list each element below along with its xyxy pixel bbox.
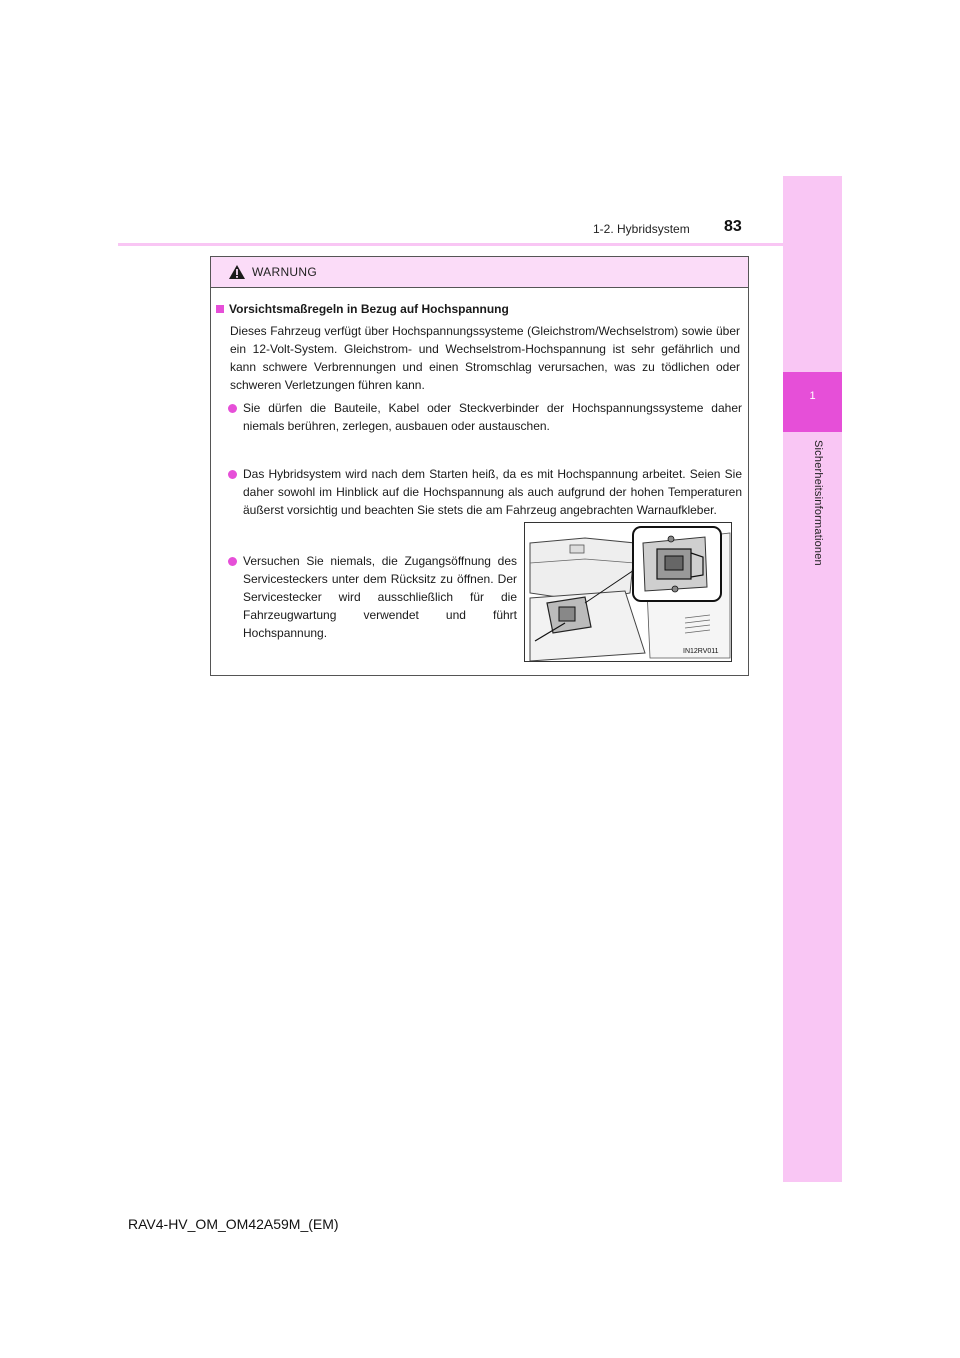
bullet-dot-icon [228,557,237,566]
side-tab-active-chapter [783,372,842,432]
warning-header [211,257,748,288]
section-title: 1-2. Hybridsystem [593,222,690,236]
bullet-dot-icon [228,470,237,479]
bullet-3: Versuchen Sie niemals, die Zugangsöffnung des Servicesteckers unter dem Rücksitz zu öffnen. Der Servicestecker wird ausschließlich für die Fahrzeugwartung verwendet und führt Hochspannung. [243,554,517,640]
service-plug-illustration [524,522,732,662]
chapter-label: Sicherheitsinformationen [812,440,824,566]
figure-label: IN12RV011 [683,648,719,655]
bullet-2: Das Hybridsystem wird nach dem Starten heiß, da es mit Hochspannung arbeitet. Seien Sie daher sowohl im Hinblick auf die Hochspannung als auch aufgrund der hohen Temperaturen äußerst vorsichtig und beachten Sie stets die am Fahrzeug angebrachten Warnaufkleber. [243,467,742,517]
bullet-dot-icon [228,404,237,413]
warning-content [211,288,748,675]
warning-triangle-icon [228,264,246,280]
warning-box [210,256,749,676]
chapter-number: 1 [809,390,816,402]
warning-title: WARNUNG [252,265,317,279]
bullet-1: Sie dürfen die Bauteile, Kabel oder Steckverbinder der Hochspannungssysteme daher niemals berühren, zerlegen, ausbauen oder austauschen. [243,401,742,433]
side-tab [783,176,842,1182]
document-code: RAV4-HV_OM_OM42A59M_(EM) [128,1216,339,1232]
page-number: 83 [724,218,742,235]
warning-intro: Dieses Fahrzeug verfügt über Hochspannungssysteme (Gleichstrom/Wechselstrom) sowie über ein 12-Volt-System. Gleichstrom- und Wechselstrom-Hochspannung ist sehr gefährlich und kann schwere Verbrennungen und einen Stromschlag verursachen, was zu tödlichen oder schweren Verletzungen führen kann. [230,324,740,392]
service-plug-drawing [525,523,732,662]
header-rule [118,243,783,246]
square-bullet-icon [216,305,224,313]
warning-heading-text: Vorsichtsmaßregeln in Bezug auf Hochspannung [229,302,509,316]
warning-heading [216,302,509,316]
